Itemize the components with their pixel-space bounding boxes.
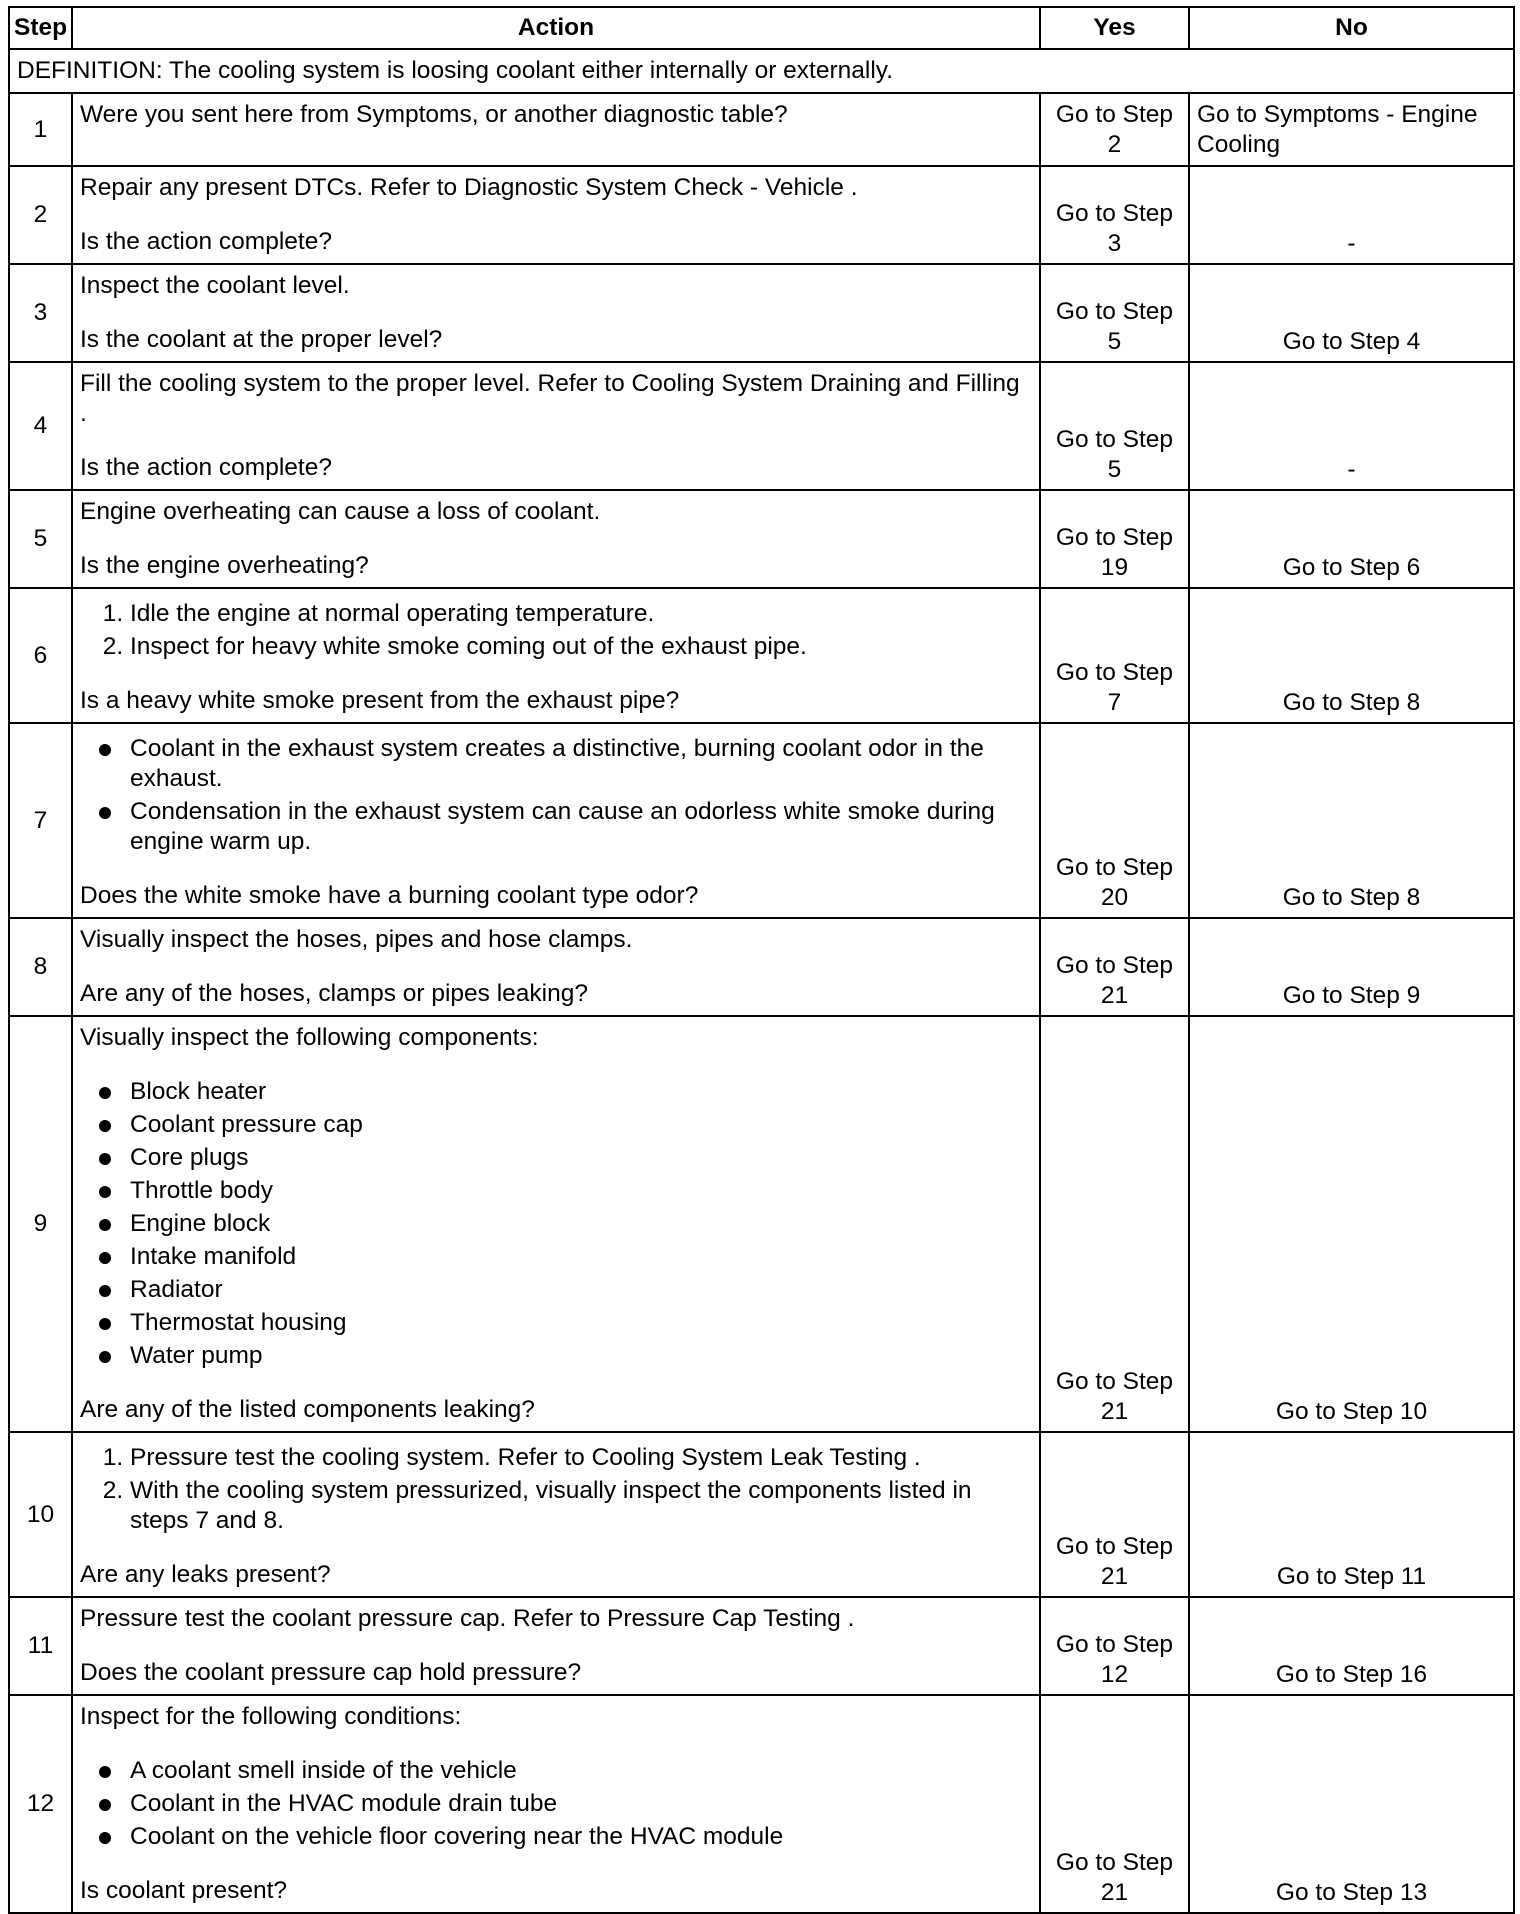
no-cell: Go to Step 4 <box>1189 264 1514 362</box>
step-number: 7 <box>9 723 72 918</box>
bullet-list <box>80 1756 1032 1852</box>
header-no: No <box>1189 7 1514 49</box>
numbered-item: 2. With the cooling system pressurized, visually inspect the components listed in steps 7 and 8. <box>130 1476 1032 1536</box>
action-cell <box>72 166 1040 264</box>
yes-cell: Go to Step 21 <box>1040 1695 1189 1913</box>
yes-cell: Go to Step 20 <box>1040 723 1189 918</box>
action-text: Were you sent here from Symptoms, or another diagnostic table? <box>80 101 788 128</box>
bullet-list <box>80 734 1032 857</box>
bullet-item: Coolant in the HVAC module drain tube <box>130 1789 1032 1819</box>
no-cell: Go to Step 10 <box>1189 1016 1514 1432</box>
action-cell <box>72 264 1040 362</box>
bullet-item: Radiator <box>130 1275 1032 1305</box>
diagnostic-table <box>8 6 1515 1914</box>
table-row <box>9 362 1514 490</box>
header-yes: Yes <box>1040 7 1189 49</box>
action-cell <box>72 1432 1040 1597</box>
action-cell <box>72 1597 1040 1695</box>
action-text: Fill the cooling system to the proper level. Refer to Cooling System Draining and Filling . <box>80 370 1020 427</box>
numbered-list <box>80 1443 1032 1536</box>
step-number: 8 <box>9 918 72 1016</box>
action-text: Inspect for the following conditions: <box>80 1703 462 1730</box>
bullet-list <box>80 1077 1032 1371</box>
header-action: Action <box>72 7 1040 49</box>
yes-cell: Go to Step 21 <box>1040 1016 1189 1432</box>
yes-cell: Go to Step 21 <box>1040 918 1189 1016</box>
bullet-item: Block heater <box>130 1077 1032 1107</box>
step-number: 12 <box>9 1695 72 1913</box>
definition-row <box>9 49 1514 93</box>
table-row <box>9 490 1514 588</box>
yes-cell: Go to Step 5 <box>1040 264 1189 362</box>
table-row <box>9 166 1514 264</box>
yes-cell: Go to Step 7 <box>1040 588 1189 723</box>
action-text: Engine overheating can cause a loss of coolant. <box>80 498 601 525</box>
yes-cell: Go to Step 21 <box>1040 1432 1189 1597</box>
no-cell: Go to Step 16 <box>1189 1597 1514 1695</box>
action-question: Is the coolant at the proper level? <box>80 326 443 353</box>
yes-cell: Go to Step 3 <box>1040 166 1189 264</box>
table-row <box>9 93 1514 166</box>
step-number: 9 <box>9 1016 72 1432</box>
bullet-item: Coolant pressure cap <box>130 1110 1032 1140</box>
numbered-item: 1. Idle the engine at normal operating temperature. <box>130 599 1032 629</box>
action-text: Pressure test the coolant pressure cap. Refer to Pressure Cap Testing . <box>80 1605 855 1632</box>
no-cell: Go to Step 13 <box>1189 1695 1514 1913</box>
action-question: Is the engine overheating? <box>80 552 369 579</box>
action-question: Is the action complete? <box>80 228 332 255</box>
action-question: Are any leaks present? <box>80 1561 331 1588</box>
step-number: 5 <box>9 490 72 588</box>
bullet-item: Intake manifold <box>130 1242 1032 1272</box>
step-number: 11 <box>9 1597 72 1695</box>
action-cell <box>72 93 1040 166</box>
bullet-item: Engine block <box>130 1209 1032 1239</box>
no-cell: Go to Step 8 <box>1189 588 1514 723</box>
action-question: Is a heavy white smoke present from the exhaust pipe? <box>80 687 680 714</box>
no-cell: Go to Symptoms - Engine Cooling <box>1189 93 1514 166</box>
no-cell: Go to Step 6 <box>1189 490 1514 588</box>
table-row <box>9 1695 1514 1913</box>
no-cell: Go to Step 9 <box>1189 918 1514 1016</box>
action-text: Repair any present DTCs. Refer to Diagnostic System Check - Vehicle . <box>80 174 858 201</box>
action-cell <box>72 490 1040 588</box>
action-text: Visually inspect the following components: <box>80 1024 539 1051</box>
yes-cell: Go to Step 19 <box>1040 490 1189 588</box>
header-row <box>9 7 1514 49</box>
table-row <box>9 1432 1514 1597</box>
action-text: Inspect the coolant level. <box>80 272 350 299</box>
action-question: Does the white smoke have a burning coolant type odor? <box>80 882 699 909</box>
table-row <box>9 918 1514 1016</box>
action-cell <box>72 362 1040 490</box>
action-text: Visually inspect the hoses, pipes and hose clamps. <box>80 926 633 953</box>
no-cell: - <box>1189 166 1514 264</box>
table-row <box>9 1597 1514 1695</box>
step-number: 4 <box>9 362 72 490</box>
action-cell <box>72 1016 1040 1432</box>
bullet-item: Thermostat housing <box>130 1308 1032 1338</box>
action-cell <box>72 918 1040 1016</box>
definition-text: DEFINITION: The cooling system is loosing coolant either internally or externally. <box>9 49 1514 93</box>
step-number: 10 <box>9 1432 72 1597</box>
bullet-item: Core plugs <box>130 1143 1032 1173</box>
action-cell <box>72 588 1040 723</box>
yes-cell: Go to Step 5 <box>1040 362 1189 490</box>
no-cell: Go to Step 11 <box>1189 1432 1514 1597</box>
action-cell <box>72 1695 1040 1913</box>
yes-cell: Go to Step 12 <box>1040 1597 1189 1695</box>
action-question: Is the action complete? <box>80 454 332 481</box>
table-row <box>9 588 1514 723</box>
table-row <box>9 723 1514 918</box>
bullet-item: A coolant smell inside of the vehicle <box>130 1756 1032 1786</box>
action-question: Is coolant present? <box>80 1877 288 1904</box>
action-question: Does the coolant pressure cap hold pressure? <box>80 1659 582 1686</box>
bullet-item: Throttle body <box>130 1176 1032 1206</box>
action-question: Are any of the hoses, clamps or pipes leaking? <box>80 980 588 1007</box>
numbered-item: 1. Pressure test the cooling system. Refer to Cooling System Leak Testing . <box>130 1443 1032 1473</box>
action-question: Are any of the listed components leaking? <box>80 1396 535 1423</box>
table-row <box>9 264 1514 362</box>
bullet-item: Condensation in the exhaust system can cause an odorless white smoke during engine warm up. <box>130 797 1032 857</box>
bullet-item: Coolant on the vehicle floor covering near the HVAC module <box>130 1822 1032 1852</box>
table-row <box>9 1016 1514 1432</box>
bullet-item: Water pump <box>130 1341 1032 1371</box>
no-cell: Go to Step 8 <box>1189 723 1514 918</box>
step-number: 2 <box>9 166 72 264</box>
step-number: 3 <box>9 264 72 362</box>
action-cell <box>72 723 1040 918</box>
step-number: 6 <box>9 588 72 723</box>
numbered-list <box>80 599 1032 662</box>
yes-cell: Go to Step 2 <box>1040 93 1189 166</box>
header-step: Step <box>9 7 72 49</box>
numbered-item: 2. Inspect for heavy white smoke coming out of the exhaust pipe. <box>130 632 1032 662</box>
step-number: 1 <box>9 93 72 166</box>
bullet-item: Coolant in the exhaust system creates a distinctive, burning coolant odor in the exhaust. <box>130 734 1032 794</box>
no-cell: - <box>1189 362 1514 490</box>
